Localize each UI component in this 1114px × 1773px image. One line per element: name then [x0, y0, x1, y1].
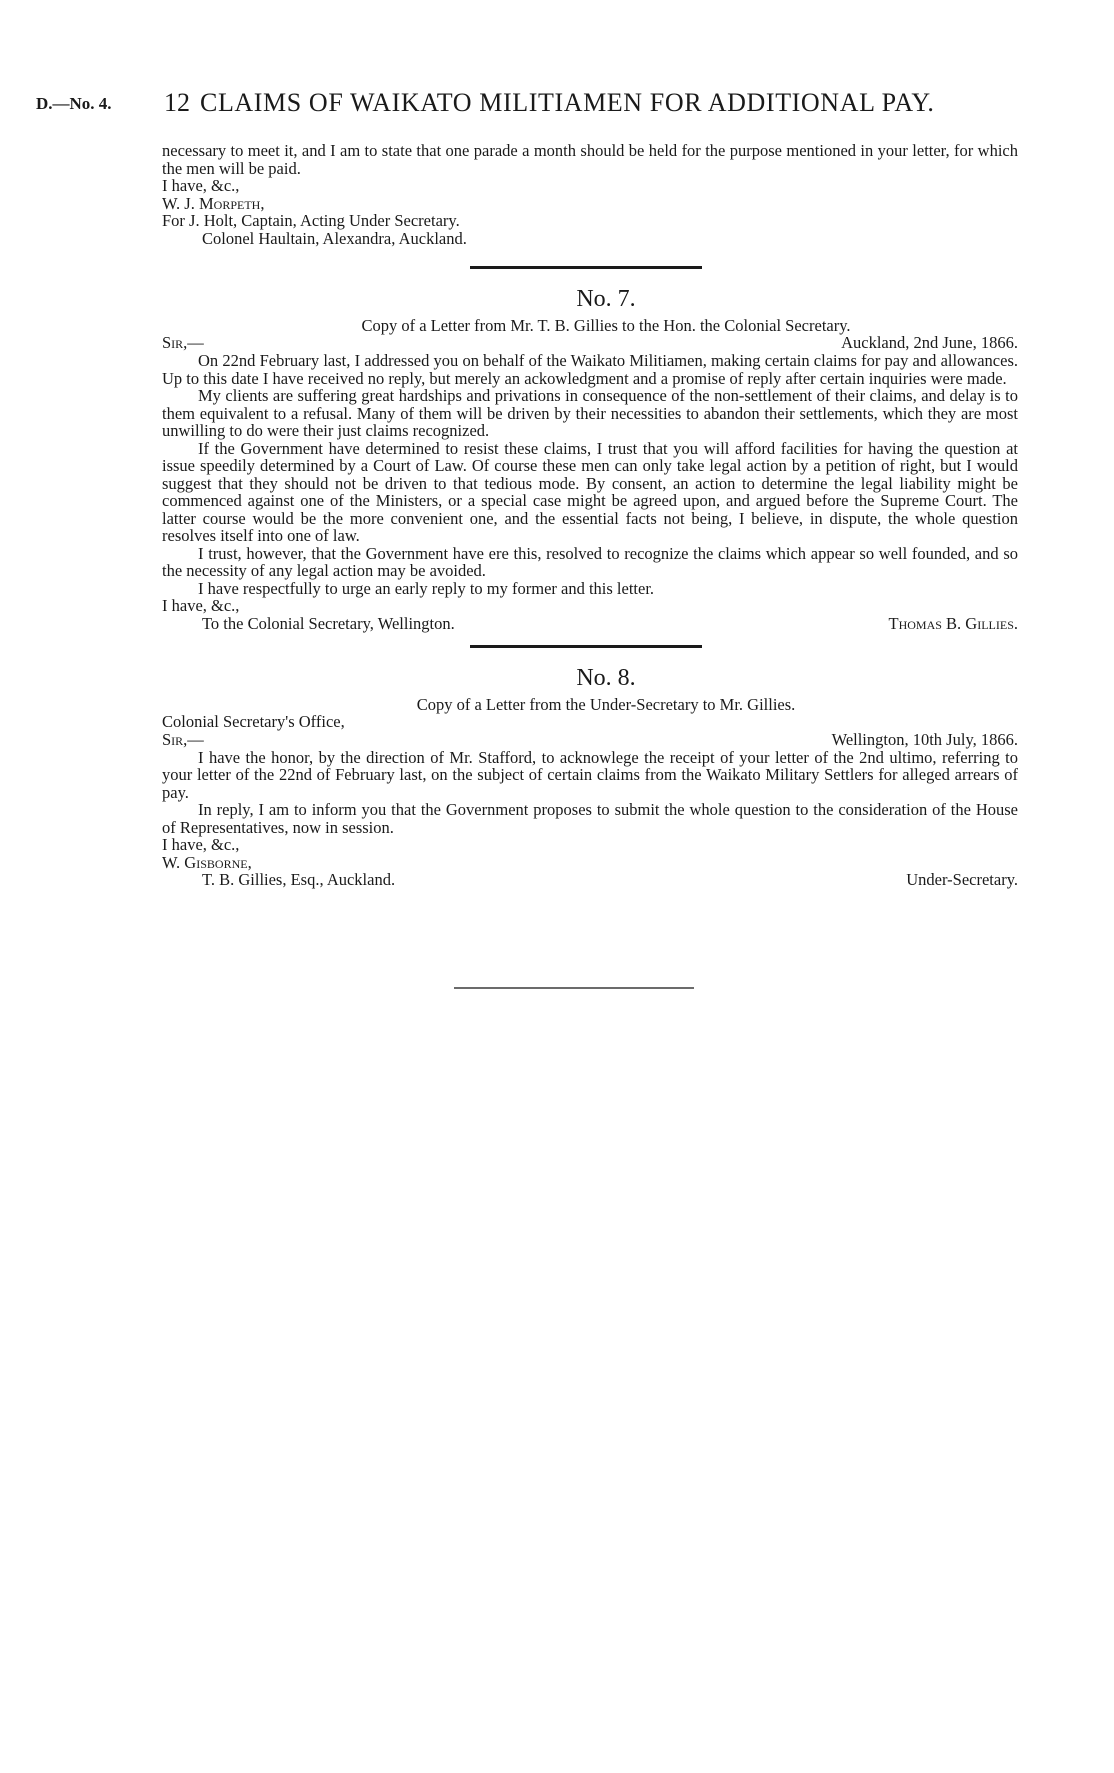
letter7-closing: I have, &c., — [162, 596, 240, 615]
section-divider — [470, 645, 702, 648]
letter8-salutation: Sir,— — [162, 729, 204, 749]
letter8-paragraph: I have the honor, by the direction of Mr. Stafford, to acknowlege the receipt of your letter of the 2nd ultimo, referring to your letter of the 22nd of February last, on the subject of certain claims from the Waikato Military Settlers for alleged arrears of pay. — [162, 747, 1018, 802]
letter8-signature-title: Under-Secretary. — [906, 870, 1018, 889]
letter6-closing-paragraph: necessary to meet it, and I am to state that one parade a month should be held for the purpose mentioned in your letter, for which the men will be paid. — [162, 141, 1018, 178]
letter7-salutation-line — [162, 334, 1018, 352]
letter7-addressee: To the Colonial Secretary, Wellington. — [202, 613, 455, 633]
letter8-addressee-line — [162, 871, 1018, 889]
letter7-addressee-line — [162, 615, 1018, 633]
letter6-addressee-line — [162, 230, 1018, 248]
letter8-paragraph: In reply, I am to inform you that the Government proposes to submit the whole question to the consideration of the House of Representatives, now in session. — [162, 800, 1018, 837]
letter8-number: No. 8. — [576, 664, 636, 691]
end-rule — [454, 987, 694, 989]
letter6-closing: I have, &c., — [162, 176, 240, 195]
letter8-signature: W. Gisborne, — [162, 852, 252, 872]
page-title: CLAIMS OF WAIKATO MILITIAMEN FOR ADDITIONAL PAY. — [200, 88, 935, 117]
letter7-signature: Thomas B. Gillies. — [888, 613, 1018, 633]
letter7-paragraph: If the Government have determined to resist these claims, I trust that you will afford facilities for having the question at issue speedily determined by a Court of Law. Of course these men can only take legal action by a petition of right, but I would suggest that they should not be driven to that tedious mode. By consent, an action to determine the legal liability might be commenced against one of the Ministers, or a special case might be agreed upon, and argued before the Supreme Court. The latter course would be the more convenient one, and the essential facts not being, I believe, in dispute, the whole question resolves itself into one of law. — [162, 438, 1018, 545]
letter6-signature: W. J. Morpeth, — [162, 193, 265, 213]
letter6-addressee: Colonel Haultain, Alexandra, Auckland. — [202, 228, 467, 248]
letter8-addressee: T. B. Gillies, Esq., Auckland. — [202, 870, 396, 889]
letter8-caption: Copy of a Letter from the Under-Secretary to Mr. Gillies. — [416, 694, 796, 714]
letter8-salutation-line — [162, 731, 1018, 749]
letter7-caption: Copy of a Letter from Mr. T. B. Gillies to the Hon. the Colonial Secretary. — [361, 315, 851, 335]
page-number: 12 — [164, 88, 190, 117]
letter7-paragraph: On 22nd February last, I addressed you on behalf of the Waikato Militiamen, making certain claims for pay and allowances. Up to this date I have received no reply, but merely an ackowledgment and a promise of reply after certain inquiries were made. — [162, 351, 1018, 388]
section-divider — [470, 266, 702, 269]
document-body — [162, 142, 1018, 989]
letter7-paragraph: I have respectfully to urge an early reply to my former and this letter. — [198, 578, 655, 598]
letter7-dateline: Auckland, 2nd June, 1866. — [841, 333, 1018, 352]
letter8-office: Colonial Secretary's Office, — [162, 712, 345, 731]
page-header — [36, 88, 1076, 124]
letter7-paragraph: I trust, however, that the Government have ere this, resolved to recognize the claims which appear so well founded, and so the necessity of any legal action may be avoided. — [162, 543, 1018, 580]
letter8-closing: I have, &c., — [162, 835, 240, 854]
letter6-signature-title: For J. Holt, Captain, Acting Under Secretary. — [162, 211, 460, 230]
letter8-dateline: Wellington, 10th July, 1866. — [831, 729, 1018, 749]
letter7-salutation: Sir,— — [162, 333, 204, 352]
letter7-paragraph: My clients are suffering great hardships and privations in consequence of the non-settlement of their claims, and delay is to them equivalent to a refusal. Many of them will be driven by their necessities to abandon their settlements, which they are most unwilling to do were their just claims recognized. — [162, 386, 1018, 440]
document-reference: D.—No. 4. — [36, 94, 112, 113]
letter7-number: No. 7. — [576, 285, 636, 312]
